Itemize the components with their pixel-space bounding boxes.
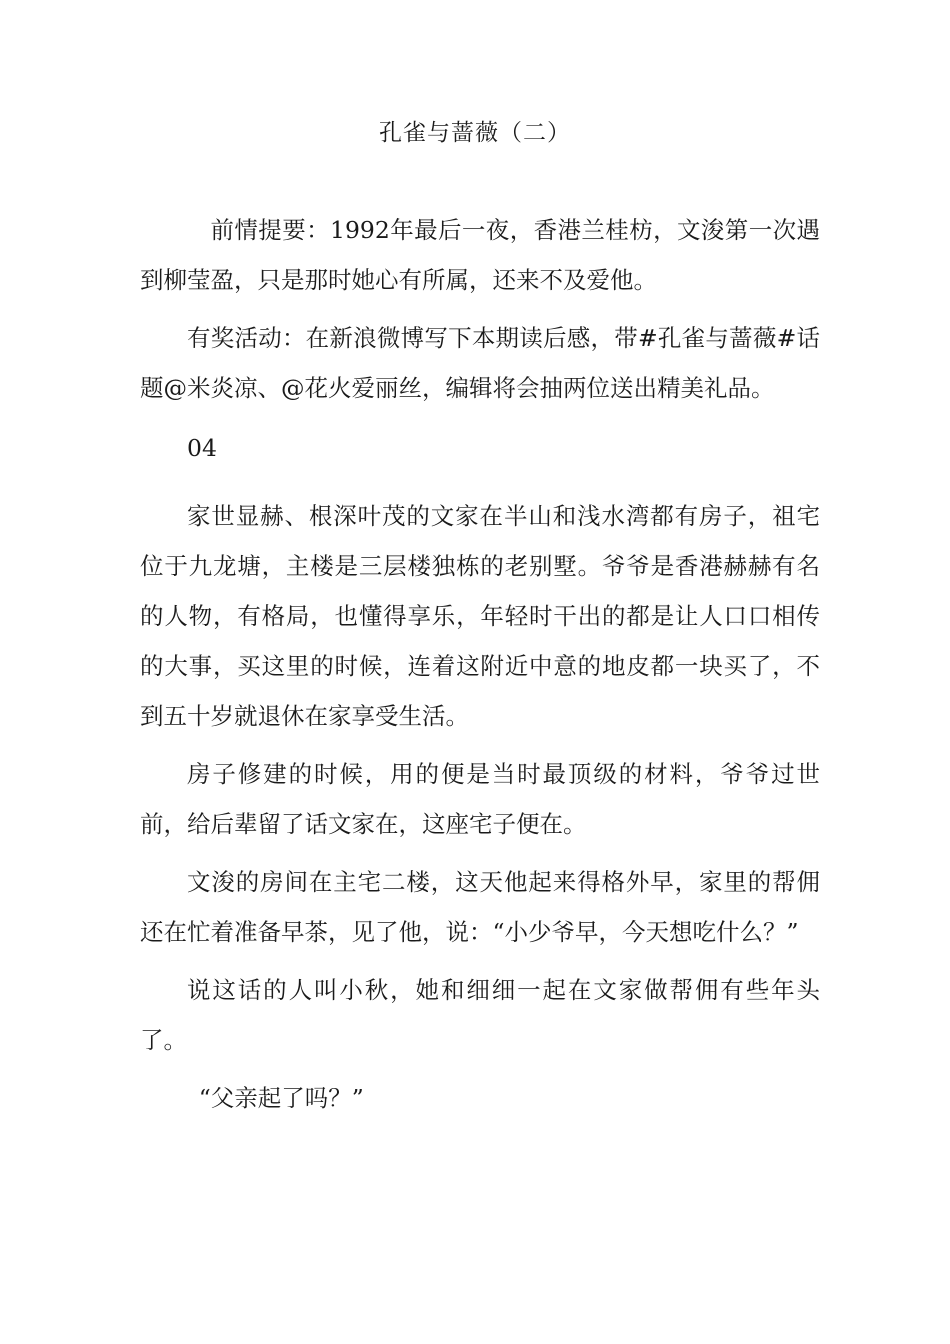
paragraph-dialogue: “父亲起了吗？” — [198, 1084, 364, 1112]
paragraph: 家世显赫、根深叶茂的文家在半山和浅水湾都有房子，祖宅位于九龙塘，主楼是三层楼独栋的老别墅。爷爷是香港赫赫有名的人物，有格局，也懂得享乐，年轻时干出的都是让人口口相传的大事，买这里的时候，连着这附近中意的地皮都一块买了，不到五十岁就退休在家享受生活。 — [140, 502, 820, 730]
page-title: 孔雀与蔷薇（二） — [379, 120, 571, 146]
paragraph-activity: 有奖活动：在新浪微博写下本期读后感，带#孔雀与蔷薇#话题@米炎凉、@花火爱丽丝，编辑将会抽两位送出精美礼品。 — [140, 324, 820, 402]
paragraph: 说这话的人叫小秋，她和细细一起在文家做帮佣有些年头了。 — [140, 976, 820, 1054]
paragraph: 文浚的房间在主宅二楼，这天他起来得格外早，家里的帮佣还在忙着准备早茶，见了他，说：“小少爷早，今天想吃什么？” — [140, 868, 820, 946]
paragraph-recap: 前情提要：1992年最后一夜，香港兰桂枋，文浚第一次遇到柳莹盈，只是那时她心有所属，还来不及爱他。 — [140, 216, 820, 294]
paragraph: 房子修建的时候，用的便是当时最顶级的材料，爷爷过世前，给后辈留了话文家在，这座宅子便在。 — [140, 760, 820, 838]
section-number: 04 — [187, 434, 217, 462]
body-text — [140, 205, 820, 1131]
